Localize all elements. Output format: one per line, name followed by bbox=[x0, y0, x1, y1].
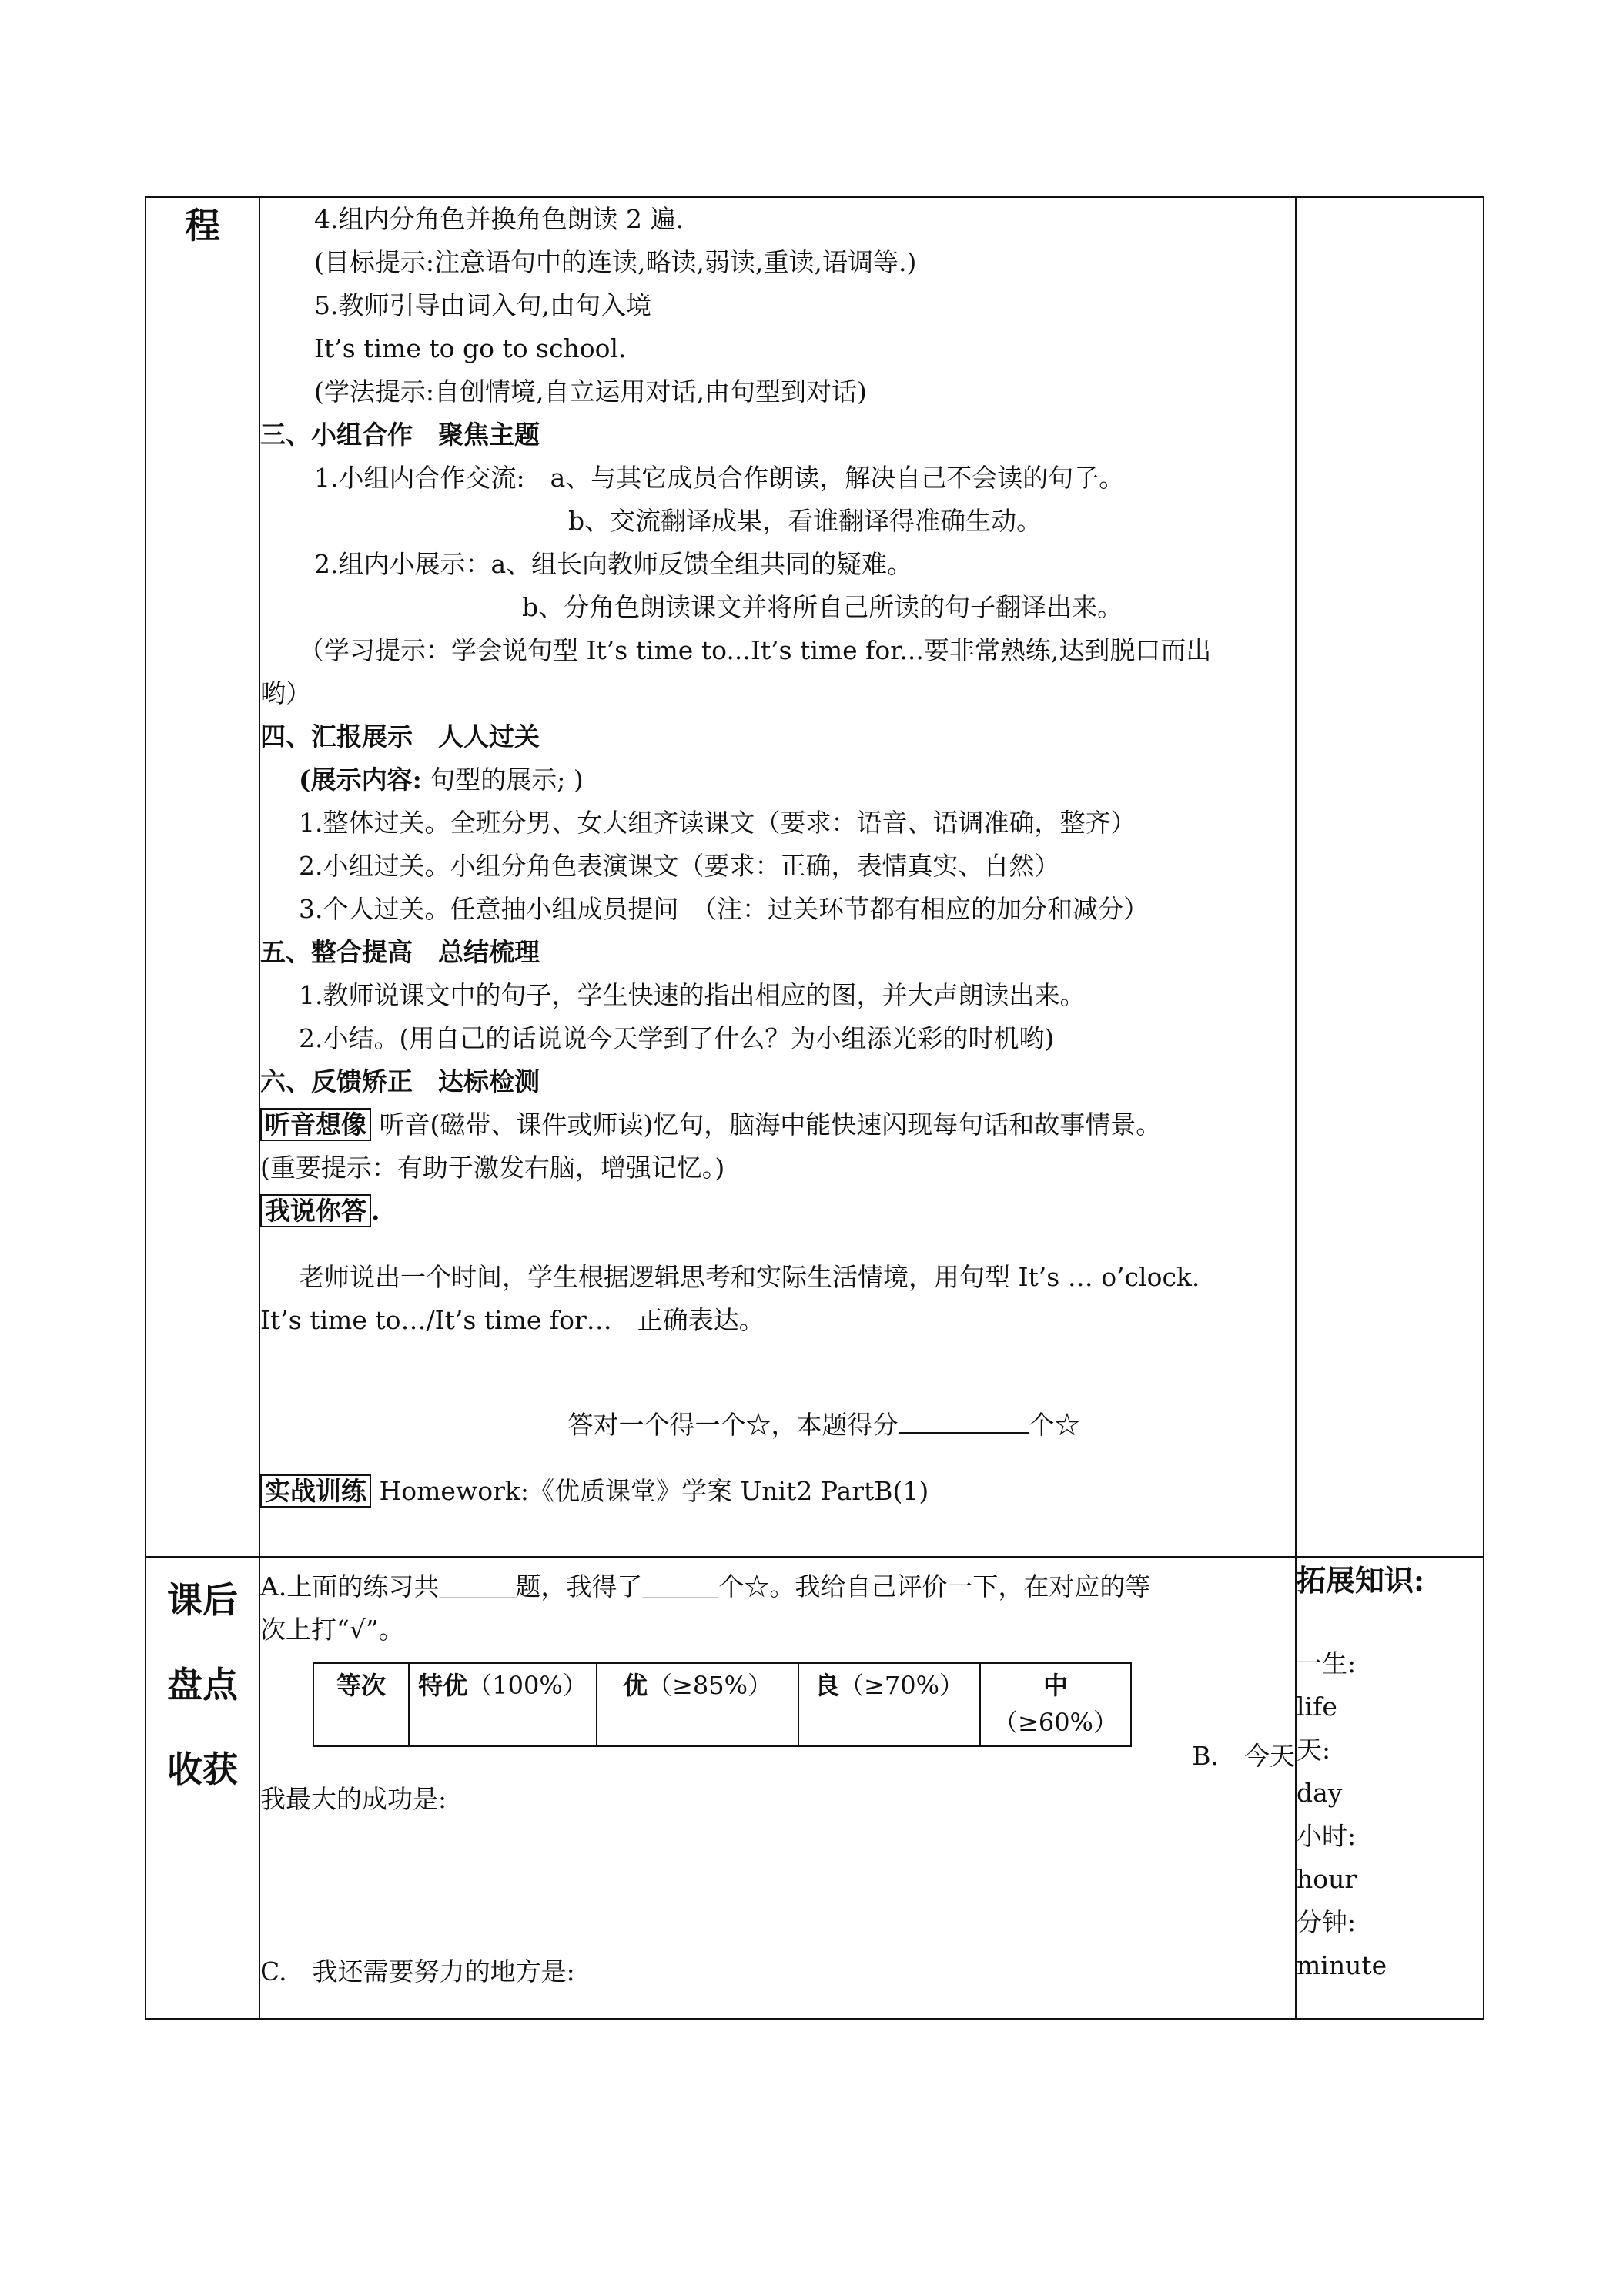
grade-good[interactable] bbox=[798, 1663, 980, 1746]
answer-text-2: It’s time to…/It’s time for… 正确表达。 bbox=[260, 1305, 765, 1335]
step-line: b、分角色朗读课文并将所自己所读的句子翻译出来。 bbox=[522, 592, 1123, 622]
review-intro: A.上面的练习共＿＿＿题，我得了＿＿＿个☆。我给自己评价一下，在对应的等 bbox=[260, 1571, 1151, 1602]
score-line bbox=[260, 1404, 1295, 1447]
process-row bbox=[146, 197, 1484, 1557]
grade-excellent[interactable] bbox=[597, 1663, 798, 1746]
show-content-line bbox=[260, 758, 1295, 802]
score-label: 答对一个得一个☆，本题得分 bbox=[567, 1410, 899, 1440]
answer-line bbox=[260, 1190, 1295, 1233]
grade-medium-range: （≥60%） bbox=[993, 1708, 1118, 1737]
c-line: C. 我还需要努力的地方是: bbox=[260, 1956, 575, 1986]
extension-item: day bbox=[1297, 1778, 1343, 1808]
review-label bbox=[146, 1557, 259, 2019]
extension-item: 分钟: bbox=[1297, 1907, 1357, 1937]
process-label bbox=[146, 197, 259, 1557]
section-heading-4: 四、汇报展示 人人过关 bbox=[260, 721, 540, 751]
practice-text: Homework:《优质课堂》学案 Unit2 PartB(1) bbox=[371, 1476, 929, 1506]
step-line: 2.小结。(用自己的话说说今天学到了什么？为小组添光彩的时机哟) bbox=[299, 1023, 1055, 1053]
section-heading-6: 六、反馈矫正 达标检测 bbox=[260, 1066, 540, 1096]
show-content-label: (展示内容: bbox=[299, 765, 422, 795]
step-line: It’s time to go to school. bbox=[314, 333, 627, 363]
step-line: (学法提示:自创情境,自立运用对话,由句型到对话) bbox=[314, 377, 867, 407]
answer-text-1: 老师说出一个时间，学生根据逻辑思考和实际生活情境，用句型 It’s … o’clock. bbox=[299, 1262, 1200, 1292]
grade-good-label: 良 bbox=[815, 1671, 840, 1700]
section-heading-3: 三、小组合作 聚焦主题 bbox=[260, 420, 540, 450]
step-line: 2.小组过关。小组分角色表演课文（要求：正确，表情真实、自然） bbox=[299, 851, 1060, 881]
extension-item: 天: bbox=[1297, 1735, 1331, 1765]
answer-dot: . bbox=[371, 1196, 380, 1226]
show-content-text: 句型的展示; ) bbox=[421, 765, 584, 795]
practice-line bbox=[260, 1470, 1295, 1513]
grade-row bbox=[313, 1663, 1131, 1746]
step-line: 3.个人过关。任意抽小组成员提问 （注：过关环节都有相应的加分和减分） bbox=[299, 894, 1149, 924]
extension-item: minute bbox=[1297, 1950, 1387, 1980]
b-tail: B. 今天 bbox=[1192, 1741, 1295, 1771]
extension-item: 一生: bbox=[1297, 1648, 1357, 1678]
grade-good-range: （≥70%） bbox=[839, 1671, 964, 1700]
step-line: 5.教师引导由词入句,由句入境 bbox=[314, 290, 651, 320]
grade-excellent-label: 优 bbox=[623, 1671, 648, 1700]
review-row bbox=[146, 1557, 1484, 2019]
section-heading-5: 五、整合提高 总结梳理 bbox=[260, 937, 540, 967]
practice-box: 实战训练 bbox=[260, 1474, 371, 1508]
step-line: (目标提示:注意语句中的连读,略读,弱读,重读,语调等.) bbox=[314, 247, 917, 277]
step-line: 1.小组内合作交流: a、与其它成员合作朗读，解决自己不会读的句子。 bbox=[314, 463, 1125, 493]
review-intro: 次上打“√”。 bbox=[260, 1615, 404, 1645]
step-line: 1.教师说课文中的句子，学生快速的指出相应的图，并大声朗读出来。 bbox=[299, 980, 1086, 1010]
listen-tip: (重要提示：有助于激发右脑，增强记忆。) bbox=[260, 1153, 725, 1183]
step-line: 哟） bbox=[260, 678, 311, 708]
step-line: b、交流翻译成果，看谁翻译得准确生动。 bbox=[568, 506, 1042, 536]
process-side-empty bbox=[1296, 197, 1484, 1557]
lesson-table bbox=[145, 196, 1484, 2020]
listen-box: 听音想像 bbox=[260, 1108, 371, 1141]
process-content bbox=[259, 197, 1296, 1557]
b-line: 我最大的成功是: bbox=[260, 1784, 447, 1814]
extension-item: life bbox=[1297, 1692, 1337, 1722]
step-line: 4.组内分角色并换角色朗读 2 遍. bbox=[314, 204, 684, 234]
review-label-line: 收获 bbox=[167, 1749, 238, 1790]
step-line: 1.整体过关。全班分男、女大组齐读课文（要求：语音、语调准确，整齐） bbox=[299, 808, 1136, 838]
grade-top-range: （100%） bbox=[467, 1671, 587, 1700]
review-label-line: 课后 bbox=[167, 1579, 238, 1621]
score-blank[interactable] bbox=[899, 1406, 1029, 1434]
review-content bbox=[259, 1557, 1296, 2019]
process-label-text: 程 bbox=[185, 205, 220, 246]
grade-top-label: 特优 bbox=[418, 1671, 468, 1700]
extension-item: hour bbox=[1297, 1864, 1357, 1894]
grade-medium-label: 中 bbox=[1042, 1671, 1068, 1700]
grade-excellent-range: （≥85%） bbox=[648, 1671, 772, 1700]
step-line: （学习提示：学会说句型 It’s time to...It’s time for...要非常熟练,达到脱口而出 bbox=[299, 635, 1212, 665]
review-label-line: 盘点 bbox=[167, 1664, 238, 1705]
extension-title: 拓展知识: bbox=[1297, 1563, 1425, 1598]
listen-line bbox=[260, 1103, 1295, 1146]
grade-medium[interactable] bbox=[980, 1663, 1131, 1746]
extension-knowledge bbox=[1296, 1557, 1484, 2019]
step-line: 2.组内小展示：a、组长向教师反馈全组共同的疑难。 bbox=[314, 549, 913, 579]
listen-text: 听音(磁带、课件或师读)忆句，脑海中能快速闪现每句话和故事情景。 bbox=[371, 1110, 1162, 1140]
score-unit: 个☆ bbox=[1029, 1410, 1080, 1440]
grade-level-label: 等次 bbox=[313, 1663, 409, 1746]
extension-item: 小时: bbox=[1297, 1821, 1357, 1851]
grade-top[interactable] bbox=[409, 1663, 597, 1746]
answer-box: 我说你答 bbox=[260, 1194, 371, 1227]
